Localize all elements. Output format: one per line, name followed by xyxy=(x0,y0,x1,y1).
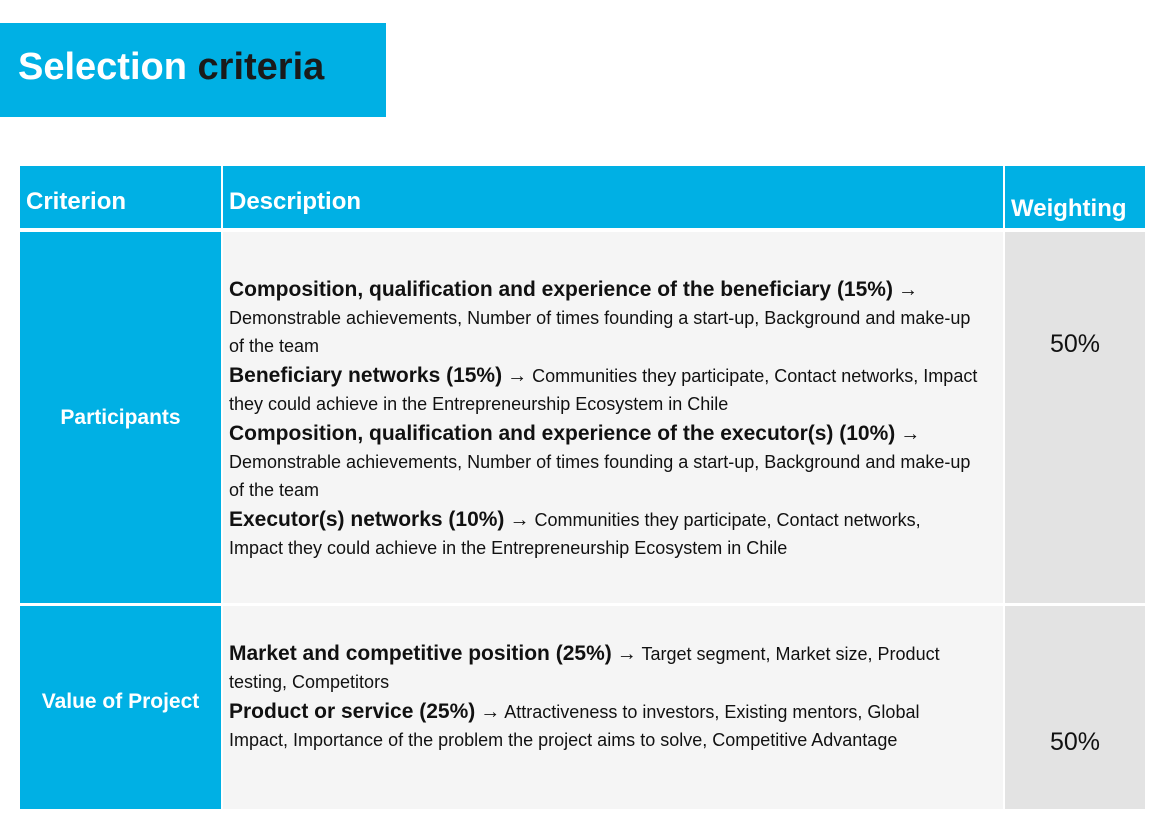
description-item xyxy=(229,362,999,418)
criterion-value-of-project xyxy=(20,606,221,809)
header-weighting xyxy=(1005,166,1145,228)
item-heading: Market and competitive position (25%) xyxy=(229,642,612,665)
item-heading: Beneficiary networks (15%) xyxy=(229,364,503,387)
header-criterion-label: Criterion xyxy=(26,188,127,215)
header-criterion xyxy=(20,166,221,228)
weighting-value: 50% xyxy=(1049,728,1101,756)
description-item xyxy=(229,640,979,696)
arrow-right-icon: → xyxy=(897,279,918,301)
title-word-2: criteria xyxy=(197,46,325,88)
item-heading: Product or service (25%) xyxy=(229,700,476,723)
weighting-participants xyxy=(1005,232,1145,603)
criterion-label: Value of Project xyxy=(41,689,200,713)
weighting-value-of-project xyxy=(1005,606,1145,809)
item-detail: Attractiveness to investors, Existing mentors, Global Impact, Importance of the problem the project aims to solve, Competitive Advantage xyxy=(229,702,920,750)
arrow-right-icon: → xyxy=(616,643,637,665)
description-item xyxy=(229,698,959,754)
criterion-label: Participants xyxy=(60,405,181,429)
item-detail: Communities they participate, Contact networks, Impact they could achieve in the Entrepreneurship Ecosystem in Chile xyxy=(229,510,921,558)
arrow-right-icon: → xyxy=(480,701,501,723)
item-heading: Composition, qualification and experience of the beneficiary (15%) xyxy=(229,278,893,301)
item-detail: Target segment, Market size, Product testing, Competitors xyxy=(229,644,940,692)
criterion-participants xyxy=(20,232,221,603)
description-item xyxy=(229,420,999,504)
arrow-right-icon: → xyxy=(507,365,528,387)
description-item xyxy=(229,276,999,360)
description-participants xyxy=(223,232,1003,603)
item-detail: Communities they participate, Contact networks, Impact they could achieve in the Entrepreneurship Ecosystem in Chile xyxy=(229,366,978,414)
item-detail: Demonstrable achievements, Number of times founding a start-up, Background and make-up of the team xyxy=(229,308,971,356)
description-item xyxy=(229,506,929,562)
header-description-label: Description xyxy=(229,188,362,215)
title-word-1: Selection xyxy=(18,46,187,88)
header-description xyxy=(223,166,1003,228)
description-value-of-project xyxy=(223,606,1003,809)
arrow-right-icon: → xyxy=(900,423,921,445)
item-heading: Executor(s) networks (10%) xyxy=(229,508,505,531)
header-weighting-label: Weighting xyxy=(1011,195,1127,222)
item-detail: Demonstrable achievements, Number of times founding a start-up, Background and make-up of the team xyxy=(229,452,971,500)
weighting-value: 50% xyxy=(1049,330,1101,358)
page-title xyxy=(18,48,324,86)
item-heading: Composition, qualification and experience of the executor(s) (10%) xyxy=(229,422,896,445)
arrow-right-icon: → xyxy=(509,509,530,531)
